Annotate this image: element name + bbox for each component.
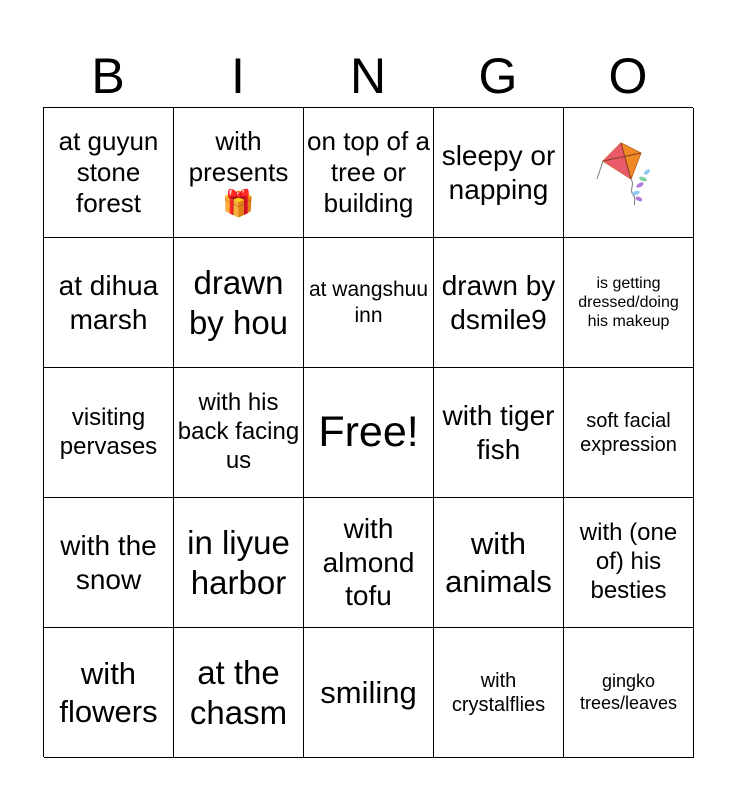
- bingo-cell[interactable]: with crystalflies: [434, 628, 564, 758]
- bingo-cell[interactable]: with tiger fish: [434, 368, 564, 498]
- bingo-cell[interactable]: drawn by dsmile9: [434, 238, 564, 368]
- header-letter-g: G: [478, 48, 518, 104]
- bingo-grid: [43, 107, 693, 757]
- bingo-cell[interactable]: at guyun stone forest: [44, 108, 174, 238]
- bingo-cell[interactable]: on top of a tree or building: [304, 108, 434, 238]
- bingo-cell[interactable]: at the chasm: [174, 628, 304, 758]
- bingo-cell[interactable]: sleepy or napping: [434, 108, 564, 238]
- bingo-cell[interactable]: drawn by hou: [174, 238, 304, 368]
- bingo-cell[interactable]: soft facial expression: [564, 368, 694, 498]
- bingo-cell[interactable]: with presents 🎁: [174, 108, 304, 238]
- bingo-cell[interactable]: at dihua marsh: [44, 238, 174, 368]
- bingo-cell[interactable]: in liyue harbor: [174, 498, 304, 628]
- bingo-cell[interactable]: visiting pervases: [44, 368, 174, 498]
- bingo-cell[interactable]: with almond tofu: [304, 498, 434, 628]
- bingo-cell[interactable]: with (one of) his besties: [564, 498, 694, 628]
- bingo-cell[interactable]: smiling: [304, 628, 434, 758]
- header-letter-n: N: [349, 48, 387, 104]
- bingo-cell[interactable]: at wangshuu inn: [304, 238, 434, 368]
- bingo-cell[interactable]: is getting dressed/doing his makeup: [564, 238, 694, 368]
- kite-icon: [595, 139, 663, 207]
- bingo-cell-free[interactable]: Free!: [304, 368, 434, 498]
- bingo-cell[interactable]: gingko trees/leaves: [564, 628, 694, 758]
- bingo-cell[interactable]: with the snow: [44, 498, 174, 628]
- header-letter-i: I: [231, 48, 245, 104]
- bingo-cell[interactable]: with his back facing us: [174, 368, 304, 498]
- bingo-header: [43, 44, 693, 108]
- header-letter-b: B: [91, 48, 125, 104]
- bingo-cell-kite[interactable]: [564, 108, 694, 238]
- header-letter-o: O: [608, 48, 648, 104]
- bingo-cell[interactable]: with flowers: [44, 628, 174, 758]
- bingo-cell[interactable]: with animals: [434, 498, 564, 628]
